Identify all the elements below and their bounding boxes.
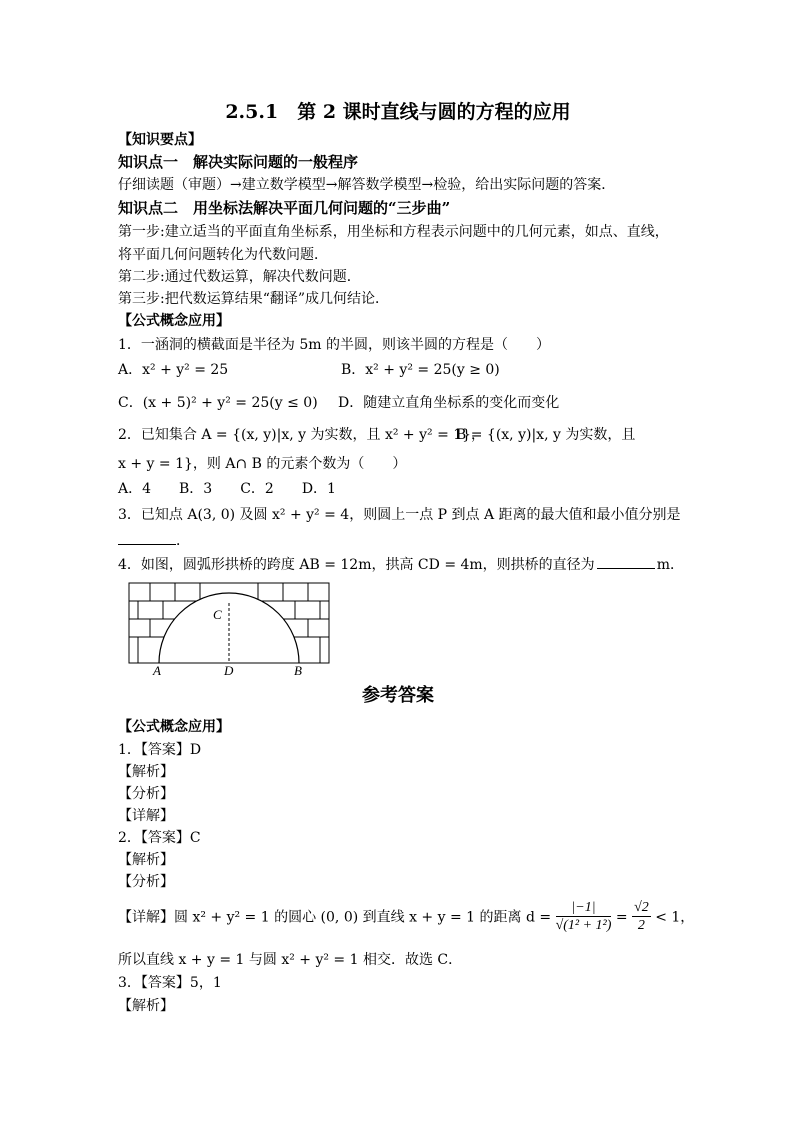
a1-xiangjie: 【详解】	[118, 808, 174, 824]
label-b: B	[294, 663, 302, 678]
distance-fraction: $\frac{|-1|}{\text{√(1² + 1²)}}$	[555, 900, 612, 933]
q1-stem: 1．一涵洞的横截面是半径为 5m 的半圆，则该半圆的方程是（ ）	[118, 337, 550, 353]
a1-fenxi: 【分析】	[118, 786, 174, 802]
a2-conclusion: 所以直线 x + y = 1 与圆 x² + y² = 1 相交．故选 C．	[118, 952, 463, 968]
kp2-step1-b: 将平面几何问题转化为代数问题．	[118, 247, 328, 263]
kp2-title: 知识点二 用坐标法解决平面几何问题的“三步曲”	[118, 199, 451, 217]
kp2-step3: 第三步:把代数运算结果“翻译”成几何结论．	[118, 291, 390, 307]
a2-detail: 【详解】圆 x² + y² = 1 的圆心 (0, 0) 到直线 x + y = 1 的距离 d = $\frac{|-1|}{\text{√(1² + 1²)}}$ = $\frac{√2}{2}$ < 1，	[118, 900, 695, 933]
arch-bridge-figure	[128, 578, 332, 678]
q2-line2: x + y = 1}，则 A∩ B 的元素个数为（ ）	[118, 456, 407, 472]
answers-title: 参考答案	[362, 685, 434, 706]
q2-options: A．4 B．3 C．2 D．1	[118, 481, 336, 497]
kp1-title: 知识点一 解决实际问题的一般程序	[118, 153, 359, 171]
a2-fenxi: 【分析】	[118, 874, 174, 890]
q3-line2: ．	[118, 530, 190, 551]
a2-jiexi: 【解析】	[118, 852, 174, 868]
q4-answer-blank	[597, 554, 655, 569]
q4-stem: 4．如图，圆弧形拱桥的跨度 AB = 12m，拱高 CD = 4m，则拱桥的直径为 m．	[118, 554, 684, 575]
a3-jiexi: 【解析】	[118, 998, 174, 1014]
label-d: D	[224, 663, 234, 678]
label-a: A	[153, 663, 161, 678]
q2-line1-a: 2．已知集合 A = {(x, y)|x, y 为实数，且 x² + y² = 1}，	[118, 427, 486, 443]
kp2-step2: 第二步:通过代数运算，解决代数问题．	[118, 269, 361, 285]
a1-answer: 1．【答案】D	[118, 742, 202, 758]
page-title: 2.5.1 第 2 课时直线与圆的方程的应用	[225, 101, 571, 123]
q1-option-d: D．随建立直角坐标系的变化而变化	[338, 395, 560, 411]
kp2-step1-a: 第一步:建立适当的平面直角坐标系，用坐标和方程表示问题中的几何元素，如点、直线，	[118, 224, 669, 240]
a2-answer: 2．【答案】C	[118, 830, 201, 846]
q3-answer-blank	[118, 530, 176, 545]
answers-section-heading: 【公式概念应用】	[118, 719, 230, 735]
q1-option-c: C．(x + 5)² + y² = 25(y ≤ 0)	[118, 395, 318, 411]
label-c: C	[213, 607, 222, 622]
q1-option-b: B．x² + y² = 25(y ≥ 0)	[341, 362, 500, 378]
section-knowledge-heading: 【知识要点】	[118, 132, 202, 148]
q1-option-a: A．x² + y² = 25	[118, 362, 229, 378]
kp1-text: 仔细读题（审题）→建立数学模型→解答数学模型→检验，给出实际问题的答案．	[118, 177, 616, 193]
q2-line1-b: B = {(x, y)|x, y 为实数，且	[456, 427, 636, 443]
q3-line1: 3．已知点 A(3, 0) 及圆 x² + y² = 4，则圆上一点 P 到点 A 距离的最大值和最小值分别是	[118, 507, 681, 523]
a1-jiexi: 【解析】	[118, 764, 174, 780]
result-fraction: $\frac{√2}{2}$	[634, 900, 649, 933]
section-apply-heading: 【公式概念应用】	[118, 313, 230, 329]
a3-answer: 3．【答案】5，1	[118, 975, 222, 991]
